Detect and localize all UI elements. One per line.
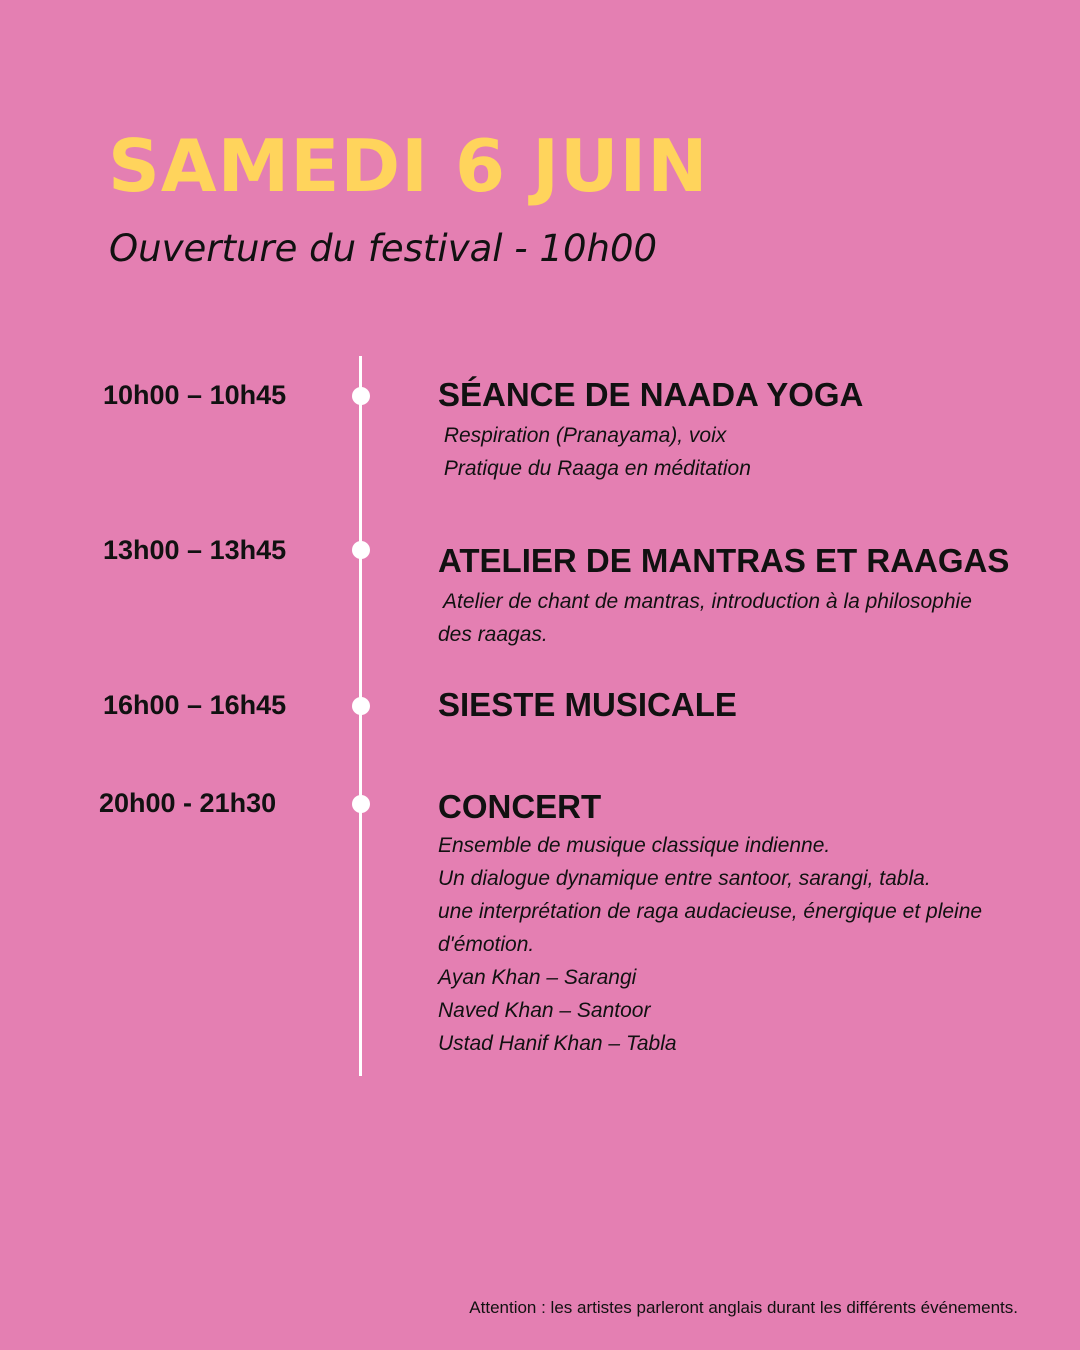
page-subtitle: Ouverture du festival - 10h00 — [109, 227, 658, 270]
event-description — [438, 585, 1038, 651]
timeline-dot — [352, 795, 370, 813]
event-title: SIESTE MUSICALE — [438, 686, 737, 723]
event-time: 20h00 - 21h30 — [99, 788, 277, 818]
timeline-dot — [352, 541, 370, 559]
event-title: ATELIER DE MANTRAS ET RAAGAS — [438, 542, 1010, 579]
event-time: 10h00 – 10h45 — [103, 380, 287, 410]
description-line: Ustad Hanif Khan – Tabla — [438, 1032, 677, 1055]
description-line: Ayan Khan – Sarangi — [438, 966, 637, 989]
event-description — [438, 419, 1038, 485]
event-title: CONCERT — [438, 788, 602, 825]
page-title: SAMEDI 6 JUIN — [108, 124, 709, 208]
timeline-dot — [352, 387, 370, 405]
description-line: Respiration (Pranayama), voix — [438, 424, 727, 447]
event-title: SÉANCE DE NAADA YOGA — [438, 376, 864, 413]
description-line: une interprétation de raga audacieuse, énergique et pleine — [438, 900, 983, 923]
description-line: des raagas. — [438, 623, 548, 646]
event-description — [438, 829, 1038, 1060]
footer-note: Attention : les artistes parleront anglais durant les différents événements. — [469, 1298, 1018, 1317]
timeline-dot — [352, 697, 370, 715]
timeline-line — [359, 356, 362, 1076]
description-line: Un dialogue dynamique entre santoor, sarangi, tabla. — [438, 867, 931, 890]
event-time: 13h00 – 13h45 — [103, 535, 287, 565]
description-line: Ensemble de musique classique indienne. — [438, 834, 831, 857]
description-line: Atelier de chant de mantras, introduction à la philosophie — [438, 590, 972, 613]
description-line: Naved Khan – Santoor — [438, 999, 651, 1022]
description-line: d'émotion. — [438, 933, 535, 956]
description-line: Pratique du Raaga en méditation — [438, 457, 751, 480]
event-time: 16h00 – 16h45 — [103, 690, 287, 720]
